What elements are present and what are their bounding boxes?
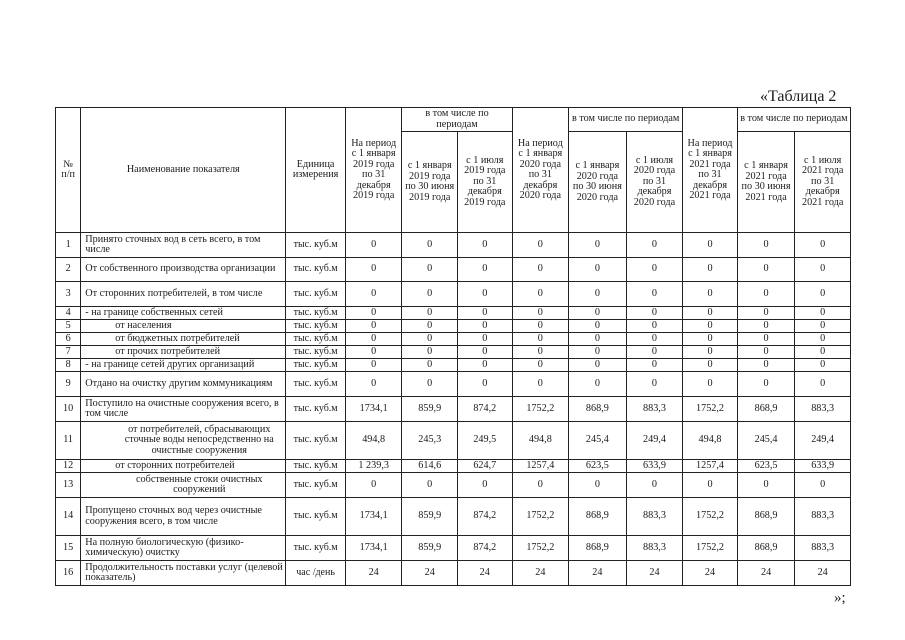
- row-value: 249,4: [795, 422, 851, 460]
- row-number: 1: [56, 233, 81, 258]
- row-value: 874,2: [458, 536, 513, 561]
- row-value: 0: [345, 258, 402, 282]
- row-value: 249,4: [626, 422, 683, 460]
- row-unit: тыс. куб.м: [286, 258, 346, 282]
- row-unit: тыс. куб.м: [286, 422, 346, 460]
- row-value: 0: [683, 282, 738, 307]
- row-value: 0: [737, 320, 795, 333]
- header-subperiods-2021: в том числе по периодам: [737, 108, 850, 132]
- row-value: 0: [795, 333, 851, 346]
- row-value: 0: [737, 233, 795, 258]
- row-value: 0: [737, 333, 795, 346]
- row-value: 249,5: [458, 422, 513, 460]
- row-number: 15: [56, 536, 81, 561]
- table-row: [56, 372, 851, 397]
- row-value: 0: [795, 346, 851, 359]
- row-value: 24: [458, 561, 513, 586]
- row-value: 868,9: [737, 536, 795, 561]
- row-value: 0: [737, 307, 795, 320]
- row-value: 868,9: [569, 498, 627, 536]
- row-value: 859,9: [402, 498, 458, 536]
- row-unit: тыс. куб.м: [286, 307, 346, 320]
- row-value: 24: [626, 561, 683, 586]
- row-value: 0: [512, 282, 569, 307]
- row-value: 874,2: [458, 498, 513, 536]
- row-unit: тыс. куб.м: [286, 282, 346, 307]
- row-value: 0: [737, 372, 795, 397]
- header-h1-2019: с 1 января 2019 года по 30 июня 2019 года: [402, 132, 458, 233]
- table-row: [56, 282, 851, 307]
- row-value: 0: [626, 473, 683, 498]
- row-value: 0: [402, 473, 458, 498]
- row-unit: тыс. куб.м: [286, 473, 346, 498]
- row-name: от потребителей, сбрасывающих сточные воды непосредственно на очистные сооружения: [81, 422, 286, 460]
- row-value: 1734,1: [345, 397, 402, 422]
- row-name: собственные стоки очистных сооружений: [81, 473, 286, 498]
- row-value: 0: [795, 359, 851, 372]
- row-value: 0: [569, 307, 627, 320]
- row-value: 0: [626, 233, 683, 258]
- row-value: 0: [795, 233, 851, 258]
- row-value: 859,9: [402, 536, 458, 561]
- row-value: 0: [569, 320, 627, 333]
- row-number: 7: [56, 346, 81, 359]
- header-subperiods-2019: в том числе по периодам: [402, 108, 512, 132]
- header-h1-2021: с 1 января 2021 года по 30 июня 2021 года: [737, 132, 795, 233]
- row-value: 0: [737, 258, 795, 282]
- row-name: Принято сточных вод в сеть всего, в том числе: [81, 233, 286, 258]
- row-number: 13: [56, 473, 81, 498]
- row-number: 16: [56, 561, 81, 586]
- row-value: 0: [683, 320, 738, 333]
- row-value: 0: [402, 346, 458, 359]
- table-row: [56, 307, 851, 320]
- row-value: 0: [795, 258, 851, 282]
- row-number: 9: [56, 372, 81, 397]
- row-value: 0: [512, 233, 569, 258]
- row-value: 0: [458, 258, 513, 282]
- row-value: 868,9: [569, 536, 627, 561]
- row-value: 0: [458, 372, 513, 397]
- row-value: 633,9: [626, 460, 683, 473]
- table-row: [56, 320, 851, 333]
- row-value: 0: [737, 473, 795, 498]
- row-number: 8: [56, 359, 81, 372]
- row-value: 0: [402, 282, 458, 307]
- row-value: 624,7: [458, 460, 513, 473]
- row-value: 494,8: [345, 422, 402, 460]
- row-value: 0: [458, 473, 513, 498]
- row-value: 494,8: [683, 422, 738, 460]
- row-value: 1257,4: [683, 460, 738, 473]
- row-value: 859,9: [402, 397, 458, 422]
- row-unit: час /день: [286, 561, 346, 586]
- row-value: 0: [626, 282, 683, 307]
- row-value: 0: [683, 233, 738, 258]
- row-value: 0: [345, 372, 402, 397]
- row-value: 0: [737, 282, 795, 307]
- header-period-2020: На период с 1 января 2020 года по 31 декабря 2020 года: [512, 108, 569, 233]
- row-value: 1752,2: [683, 397, 738, 422]
- row-name: от сторонних потребителей: [81, 460, 286, 473]
- table-row: [56, 346, 851, 359]
- row-value: 0: [626, 372, 683, 397]
- row-unit: тыс. куб.м: [286, 320, 346, 333]
- row-name: На полную биологическую (физико-химическую) очистку: [81, 536, 286, 561]
- row-value: 0: [345, 307, 402, 320]
- row-value: 1752,2: [683, 498, 738, 536]
- row-value: 1734,1: [345, 498, 402, 536]
- row-name: - на границе сетей других организаций: [81, 359, 286, 372]
- row-value: 0: [626, 359, 683, 372]
- row-value: 0: [345, 282, 402, 307]
- row-value: 868,9: [737, 498, 795, 536]
- row-value: 24: [683, 561, 738, 586]
- row-value: 245,4: [569, 422, 627, 460]
- row-name: Пропущено сточных вод через очистные сооружения всего, в том числе: [81, 498, 286, 536]
- row-value: 868,9: [569, 397, 627, 422]
- table-row: [56, 397, 851, 422]
- row-number: 6: [56, 333, 81, 346]
- row-name: от бюджетных потребителей: [81, 333, 286, 346]
- row-value: 883,3: [795, 498, 851, 536]
- header-h2-2020: с 1 июля 2020 года по 31 декабря 2020 года: [626, 132, 683, 233]
- row-value: 0: [512, 359, 569, 372]
- row-name: от прочих потребителей: [81, 346, 286, 359]
- row-value: 0: [569, 359, 627, 372]
- row-value: 623,5: [569, 460, 627, 473]
- row-value: 24: [795, 561, 851, 586]
- row-value: 0: [569, 258, 627, 282]
- table-row: [56, 233, 851, 258]
- row-value: 0: [512, 307, 569, 320]
- header-name: Наименование показателя: [81, 108, 286, 233]
- row-value: 0: [402, 258, 458, 282]
- row-value: 0: [402, 359, 458, 372]
- row-value: 883,3: [626, 536, 683, 561]
- table-row: [56, 460, 851, 473]
- row-value: 0: [402, 372, 458, 397]
- row-value: 0: [512, 320, 569, 333]
- header-unit: Единица измерения: [286, 108, 346, 233]
- row-value: 0: [458, 320, 513, 333]
- table-row: [56, 536, 851, 561]
- row-value: 883,3: [795, 536, 851, 561]
- row-number: 3: [56, 282, 81, 307]
- row-number: 11: [56, 422, 81, 460]
- row-unit: тыс. куб.м: [286, 460, 346, 473]
- row-value: 0: [345, 320, 402, 333]
- table-caption: «Таблица 2: [760, 88, 837, 105]
- row-unit: тыс. куб.м: [286, 333, 346, 346]
- row-value: 623,5: [737, 460, 795, 473]
- row-unit: тыс. куб.м: [286, 536, 346, 561]
- row-value: 0: [512, 333, 569, 346]
- row-value: 1257,4: [512, 460, 569, 473]
- row-value: 0: [458, 307, 513, 320]
- row-name: Продолжительность поставки услуг (целевой показатель): [81, 561, 286, 586]
- row-value: 868,9: [737, 397, 795, 422]
- row-value: 0: [626, 320, 683, 333]
- row-value: 0: [512, 473, 569, 498]
- row-value: 0: [402, 333, 458, 346]
- row-value: 1752,2: [512, 397, 569, 422]
- row-value: 883,3: [626, 397, 683, 422]
- row-value: 0: [795, 473, 851, 498]
- row-value: 0: [345, 346, 402, 359]
- row-value: 0: [458, 333, 513, 346]
- row-value: 0: [683, 346, 738, 359]
- row-value: 0: [345, 233, 402, 258]
- row-value: 0: [569, 372, 627, 397]
- row-value: 0: [626, 307, 683, 320]
- row-value: 0: [512, 372, 569, 397]
- row-number: 4: [56, 307, 81, 320]
- row-value: 0: [626, 333, 683, 346]
- row-value: 0: [402, 307, 458, 320]
- row-unit: тыс. куб.м: [286, 397, 346, 422]
- row-value: 0: [569, 333, 627, 346]
- row-value: 0: [683, 258, 738, 282]
- row-value: 0: [458, 233, 513, 258]
- row-value: 0: [626, 258, 683, 282]
- row-value: 245,4: [737, 422, 795, 460]
- row-value: 0: [737, 346, 795, 359]
- table-body: [56, 233, 851, 586]
- row-value: 0: [345, 359, 402, 372]
- row-value: 0: [569, 233, 627, 258]
- row-name: Поступило на очистные сооружения всего, в том числе: [81, 397, 286, 422]
- row-value: 614,6: [402, 460, 458, 473]
- row-value: 0: [683, 359, 738, 372]
- row-value: 0: [683, 333, 738, 346]
- row-value: 0: [683, 372, 738, 397]
- row-value: 494,8: [512, 422, 569, 460]
- row-unit: тыс. куб.м: [286, 372, 346, 397]
- row-name: Отдано на очистку другим коммуникациям: [81, 372, 286, 397]
- row-number: 5: [56, 320, 81, 333]
- table-row: [56, 473, 851, 498]
- row-value: 0: [795, 372, 851, 397]
- row-value: 24: [737, 561, 795, 586]
- row-unit: тыс. куб.м: [286, 233, 346, 258]
- row-value: 0: [569, 282, 627, 307]
- row-value: 1752,2: [512, 498, 569, 536]
- row-value: 24: [512, 561, 569, 586]
- header-period-2021: На период с 1 января 2021 года по 31 декабря 2021 года: [683, 108, 738, 233]
- row-value: 0: [345, 473, 402, 498]
- row-value: 0: [345, 333, 402, 346]
- row-value: 24: [569, 561, 627, 586]
- row-value: 0: [626, 346, 683, 359]
- row-name: - на границе собственных сетей: [81, 307, 286, 320]
- header-num: № п/п: [56, 108, 81, 233]
- row-value: 1 239,3: [345, 460, 402, 473]
- row-name: От собственного производства организации: [81, 258, 286, 282]
- row-value: 0: [737, 359, 795, 372]
- row-value: 0: [569, 346, 627, 359]
- row-unit: тыс. куб.м: [286, 498, 346, 536]
- row-name: От сторонних потребителей, в том числе: [81, 282, 286, 307]
- table-row: [56, 359, 851, 372]
- table-row: [56, 333, 851, 346]
- row-value: 0: [458, 359, 513, 372]
- row-unit: тыс. куб.м: [286, 359, 346, 372]
- row-value: 0: [402, 233, 458, 258]
- indicators-table: [55, 107, 851, 586]
- table-row: [56, 498, 851, 536]
- row-value: 24: [402, 561, 458, 586]
- row-value: 245,3: [402, 422, 458, 460]
- row-value: 0: [795, 320, 851, 333]
- closing-quote: »;: [834, 590, 846, 606]
- row-value: 0: [683, 307, 738, 320]
- row-value: 633,9: [795, 460, 851, 473]
- header-h1-2020: с 1 января 2020 года по 30 июня 2020 года: [569, 132, 627, 233]
- header-h2-2021: с 1 июля 2021 года по 31 декабря 2021 года: [795, 132, 851, 233]
- row-value: 1752,2: [512, 536, 569, 561]
- row-value: 0: [402, 320, 458, 333]
- row-value: 0: [512, 258, 569, 282]
- row-value: 0: [795, 307, 851, 320]
- row-value: 0: [458, 282, 513, 307]
- header-h2-2019: с 1 июля 2019 года по 31 декабря 2019 года: [458, 132, 513, 233]
- row-number: 2: [56, 258, 81, 282]
- header-period-2019: На период с 1 января 2019 года по 31 декабря 2019 года: [345, 108, 402, 233]
- row-value: 1734,1: [345, 536, 402, 561]
- row-value: 874,2: [458, 397, 513, 422]
- row-value: 1752,2: [683, 536, 738, 561]
- row-value: 883,3: [795, 397, 851, 422]
- table-row: [56, 561, 851, 586]
- row-name: от населения: [81, 320, 286, 333]
- row-value: 0: [512, 346, 569, 359]
- row-unit: тыс. куб.м: [286, 346, 346, 359]
- row-number: 10: [56, 397, 81, 422]
- row-number: 14: [56, 498, 81, 536]
- header-subperiods-2020: в том числе по периодам: [569, 108, 683, 132]
- table-row: [56, 258, 851, 282]
- row-value: 0: [683, 473, 738, 498]
- row-value: 0: [795, 282, 851, 307]
- row-number: 12: [56, 460, 81, 473]
- table-row: [56, 422, 851, 460]
- row-value: 0: [458, 346, 513, 359]
- row-value: 883,3: [626, 498, 683, 536]
- row-value: 0: [569, 473, 627, 498]
- row-value: 24: [345, 561, 402, 586]
